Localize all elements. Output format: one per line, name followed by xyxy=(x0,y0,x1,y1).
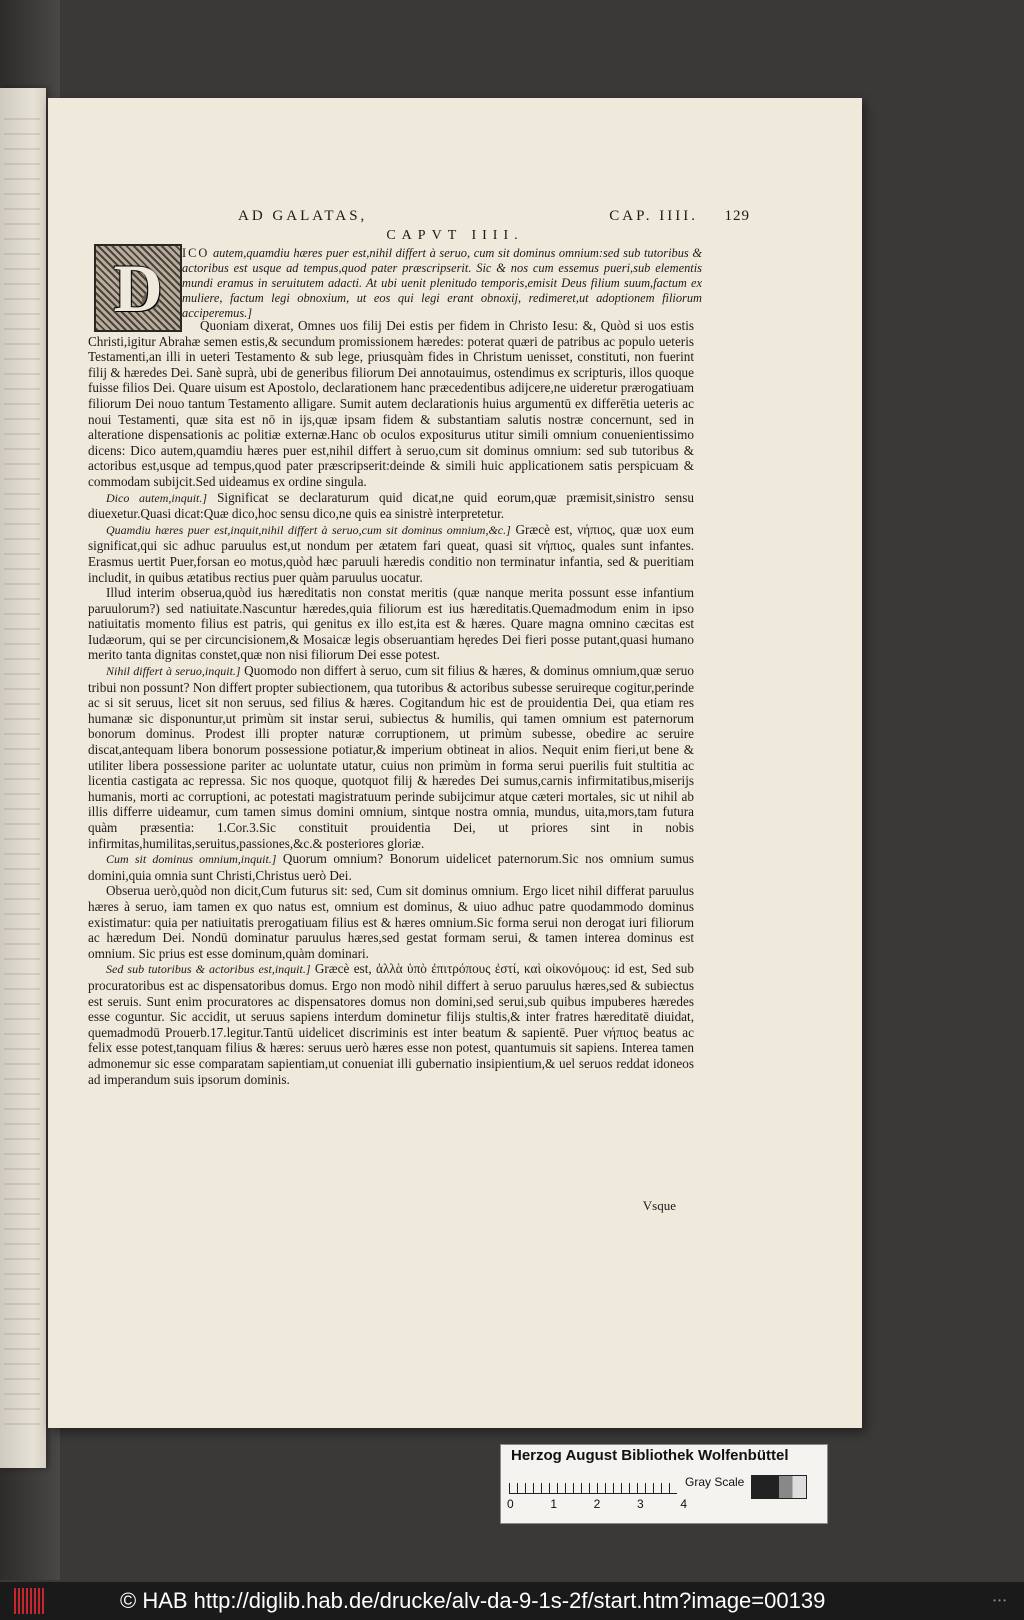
book-page xyxy=(48,98,862,1428)
paragraph: Quamdiu hæres puer est,inquit,nihil differt à seruo,cum sit dominus omnium,&c.] Græcè est, νήπιος, quæ uox eum significat,qui sic adhuc paruulus est,ut nondum per ætatem fari queat, quasi sit νήπιος, quales sunt infantes. Erasmus uertit Puer,forsan eo motus,quòd hæc paruuli hæredis conditio non terminatur infantia, sed & pueritiam includit, in quibus ætatibus rectius puer quàm paruulus uocatur. xyxy=(88,521,694,585)
paragraph: Obserua uerò,quòd non dicit,Cum futurus sit: sed, Cum sit dominus omnium. Ergo licet nihil differat paruulus hæres à seruo, iam tamen ex quo natus est, omnium est dominus, & uiuo adhuc patre quodammodo dominus existimatur: quia per natiuitatis prerogatiuam filius est & hæres omnium.Sic forma serui non derogat iuri filiorum ac hæredum Dei. Nondū dominatur paruulus hæres,sed gestat formam serui, & tamen interea dominus est omnium. Sic prius est esse dominum,quàm dominari. xyxy=(88,883,694,961)
hab-logo-icon xyxy=(14,1588,46,1614)
library-name: Herzog August Bibliothek Wolfenbüttel xyxy=(511,1447,789,1464)
folio-number: 129 xyxy=(724,208,750,224)
library-color-card xyxy=(500,1444,828,1524)
lemma: Sed sub tutoribus & actoribus est,inquit.] xyxy=(106,962,311,977)
initial-letter: D xyxy=(113,249,163,326)
footer-copyright-link[interactable]: © HAB http://diglib.hab.de/drucke/alv-da-9-1s-2f/start.htm?image=00139 xyxy=(120,1588,826,1613)
paragraph: Sed sub tutoribus & actoribus est,inquit.] Græcè est, ἀλλὰ ὑπὸ ἐπιτρόπους ἐστί, καὶ οἰκονόμους: id est, Sed sub procuratoribus est ac dispensatoribus domus. Ergo non modò nihil differt à seruo paruulus hæres,sed & subiectus est seruis. Sunt enim procuratores ac dispensatores domus non domini,sed serui,sub quibus impuberes hæredes esse coguntur. Sic accidit, ut seruus sapiens interdum dominetur filijs stultis,& inter fratres hæreditatē diuidat, quemadmodū Prouerb.17.legitur.Tantū uidelicet discriminis est inter beatum & sapientē. Puer νήπιος beatus ac felix esse potest,tanquam filius & hæres: seruus uerò hæres esse non potest, quantumuis sit sapiens. Interea tamen admonemur sic esse comparatam sapientiam,ut conueniat illi gubernatio insipientium,& uel seruos reddat idoneos ad imperandum suis ipsorum dominis. xyxy=(88,961,694,1087)
paragraph: Cum sit dominus omnium,inquit.] Quorum omnium? Bonorum uidelicet paternorum.Sic nos omnium sumus domini,quia omnia sunt Christi,Christus uerò Dei. xyxy=(88,851,695,883)
paragraph: Quoniam dixerat, Omnes uos filij Dei estis per fidem in Christo Iesu: &, Quòd si uos estis Christi,igitur Abrahæ semen estis,& secundum promissionem hæredes: poterat quæri de patribus ac populo ueteris Testamenti,an illi in ueteri Testamento & sub lege, priusquàm fides in Christum uenisset, constituti, non fuerint filij & hæredes Dei. Sanè suprà, ubi de generibus filiorum Dei annotauimus, ostendimus ex scripturis, illos quoque fuisse filios Dei. Quare uisum est Apostolo, declarationem hanc præcedentibus adijcere,ne uideretur prærogatiuam filiorum Dei nouo tantum Testamento alligare. Sumit autem declarationis huius argumentū ex differētia ueteris ac noui Testamenti, quæ sita est nō in ijs,quæ ipsam fidem & substantiam salutis nostræ concernunt, sed in alteratione dispensationis ac politiæ externæ.Hanc ob oculos expositurus utitur simili omnium conuenientissimo dicens: Dico autem,quamdiu hæres puer est,nihil differt à seruo,cum sit dominus omnium: sed sub tutoribus & actoribus est,usque ad tempus,quod pater præscripserit:deinde & simili huic applicationem satis perspicuam & commodam subijcit.Sed uideamus ex ordine singula. xyxy=(88,318,694,489)
chapter-title: CAPVT IIII. xyxy=(386,228,524,243)
paragraph: Nihil differt à seruo,inquit.] Quomodo non differt à seruo, cum sit filius & hæres, & dominus omnium,quæ seruo tribui non possunt? Non differt propter subiectionem, qua tutoribus & actoribus subesse seruireque cogitur,perinde ac si sit seruus, licet sit non seruus, sed filius & hæres. Cogitandum hic est de prouidentia Dei, qua etiam res humanæ sic disponuntur,ut primùm sit instar serui, subiectus & humilis, qui tamen omnium est paternorum bonorum dominus. Prodest illi propter naturæ corruptionem, ut primùm subesse, obedire ac seruire discat,antequam libera bonorum possessione potiatur,& imperium obtineat in alios. Nequit enim fieri,ut bene & utiliter libera possessione pariter ac uoluntate utatur, cuius non primùm in forma serui puerilis fuit stultitia ac licentia castigata ac repressa. Sic nos quoque, quotquot filij & hæredes Dei sumus,carnis infirmitatibus,miserijs humanis, morti ac corruptioni, ac potestati magistratuum perinde subijcimur atque cæteri mortales, sic ut nihil ab illis differre uideamur, cum tamen simus domini omnium, sintque nostra omnia, mundus, uita,mors,tam futura quàm præsentia: 1.Cor.3.Sic constituit prouidentia Dei, ut priores sint in nobis infirmitas,humilitas,seruitus,passiones,&c.& posteriores gloriæ. xyxy=(88,663,694,851)
paragraph: Dico autem,inquit.] Significat se declaraturum quid dicat,ne quid eorum,quæ præmisit,sinistro sensu diuexetur.Quasi dicat:Quæ dico,hoc sensu dico,ne quis ea sinistrè interpretetur. xyxy=(88,489,694,522)
scale-numbers: 0 1 2 3 4 xyxy=(507,1497,687,1511)
footer-bar xyxy=(0,1582,1024,1620)
grayscale-swatch xyxy=(751,1475,807,1499)
running-head-center: CAP. IIII. xyxy=(609,208,698,224)
lemma: Dico autem,inquit.] xyxy=(106,490,208,505)
scale-ruler xyxy=(509,1473,677,1494)
lemma: Nihil differt à seruo,inquit.] xyxy=(106,664,241,679)
catchword: Vsque xyxy=(642,1198,676,1213)
verse-text: autem,quamdiu hæres puer est,nihil differt à seruo, cum sit dominus omnium:sed sub tutoribus & actoribus est usque ad tempus,quod pater præscripserit. Sic & nos cum essemus pueri,sub elementis mundi eramus in seruitutem adacti. At ubi uenit plenitudo temporis,emisit Deus filium suum,factum ex muliere, factum legi obnoxium, ut eos qui legi erant obnoxij, redimeret,ut adoptionem filiorum acciperemus.] xyxy=(182,246,702,320)
commentary-text xyxy=(88,318,694,1087)
paragraph: Illud interim obserua,quòd ius hæreditatis non constat meritis (quæ nanque merita possunt esse infantium paruulorum?) sed natiuitate.Nascuntur hæredes,quia filiorum est ius hæreditatis.Quemadmodum enim in ipso natiuitatis momento filius est patris, qui genitus ex illo est,ita est & hæres. Quare magna omnino cæcitas est Iudæorum, qui se per circuncisionem,& Mosaicæ legis obseruantiam hęredes Dei fieri posse putant,quasi humano merito tanta dignitas constet,quæ non nisi filiorum Dei esse potest. xyxy=(88,585,694,663)
scripture-verse xyxy=(182,246,702,321)
lemma: Quamdiu hæres puer est,inquit,nihil differt à seruo,cum sit dominus omnium,&c.] xyxy=(106,522,511,537)
verse-lead: ICO xyxy=(182,246,210,260)
grayscale-label: Gray Scale xyxy=(685,1475,745,1489)
running-head xyxy=(238,208,698,225)
footer-ornament-icon: • • • xyxy=(993,1596,1006,1605)
lemma: Cum sit dominus omnium,inquit.] xyxy=(106,852,277,867)
previous-page-edge xyxy=(0,88,46,1468)
running-head-left: AD GALATAS, xyxy=(238,208,368,224)
